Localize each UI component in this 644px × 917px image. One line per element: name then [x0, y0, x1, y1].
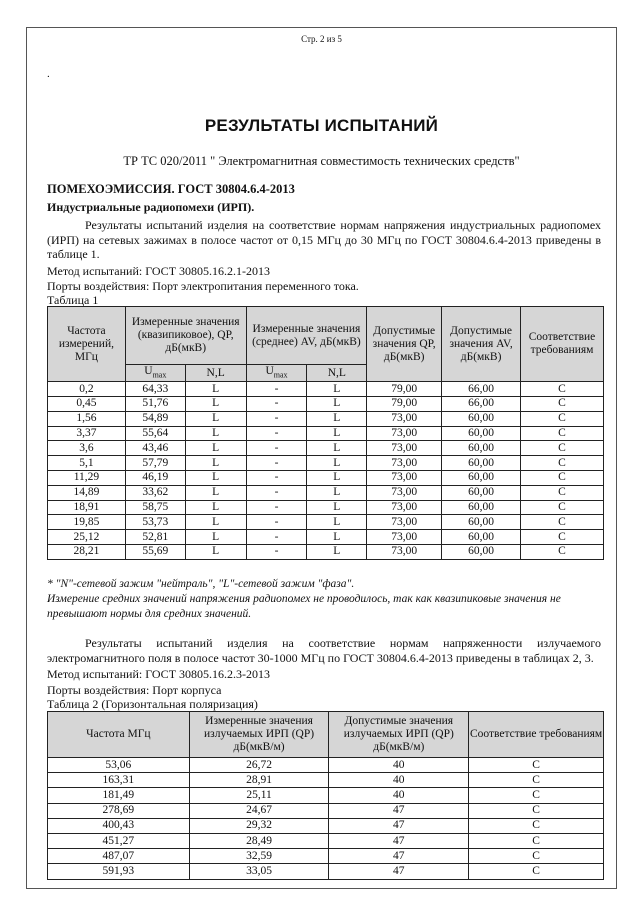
- table1-header-umax-av: $U_{max}$: [246, 365, 307, 382]
- table-cell: 60,00: [442, 441, 521, 456]
- table-cell: 47: [329, 833, 469, 848]
- table-cell: С: [469, 833, 604, 848]
- table2-row: [48, 773, 604, 788]
- table-cell: L: [185, 530, 246, 545]
- table-cell: 278,69: [48, 803, 190, 818]
- table-cell: 47: [329, 849, 469, 864]
- section2-method: Метод испытаний: ГОСТ 30805.16.2.3-2013: [47, 667, 271, 681]
- table1-header-umax-qp: $U_{max}$: [125, 365, 185, 382]
- table-cell: 0,2: [48, 382, 126, 397]
- table2-row: [48, 788, 604, 803]
- table-cell: С: [521, 515, 604, 530]
- table-cell: 53,73: [125, 515, 185, 530]
- table-cell: 73,00: [367, 545, 442, 560]
- table1-row: [48, 515, 604, 530]
- table-cell: 33,05: [189, 864, 329, 879]
- table1-row: [48, 411, 604, 426]
- table-cell: 60,00: [442, 500, 521, 515]
- table-cell: 40: [329, 788, 469, 803]
- table-cell: 60,00: [442, 545, 521, 560]
- table1-row: [48, 441, 604, 456]
- table1-row: [48, 500, 604, 515]
- table-cell: 3,6: [48, 441, 126, 456]
- table2-row: [48, 758, 604, 773]
- table-cell: С: [521, 426, 604, 441]
- table-cell: С: [521, 397, 604, 412]
- section-heading: ПОМЕХОЭМИССИЯ. ГОСТ 30804.6.4-2013: [47, 182, 295, 196]
- table-cell: С: [469, 803, 604, 818]
- table-cell: 163,31: [48, 773, 190, 788]
- table-cell: 19,85: [48, 515, 126, 530]
- table1-row: [48, 456, 604, 471]
- table-cell: L: [185, 545, 246, 560]
- table-cell: 52,81: [125, 530, 185, 545]
- table-cell: С: [469, 818, 604, 833]
- table-cell: 51,76: [125, 397, 185, 412]
- table-cell: 60,00: [442, 411, 521, 426]
- table-cell: С: [469, 758, 604, 773]
- table-cell: L: [307, 530, 367, 545]
- table-cell: -: [246, 397, 307, 412]
- section1-intro-text: Результаты испытаний изделия на соответствие нормам напряжения индустриальных радиопомех (ИРП) на сетевых зажимах в полосе частот от 0,15 МГц до 30 МГц по ГОСТ 30804.6.4-2013 приведены в таблице 1.: [47, 218, 601, 261]
- table-cell: -: [246, 485, 307, 500]
- table-cell: -: [246, 456, 307, 471]
- table2: [47, 711, 604, 880]
- table-cell: L: [307, 471, 367, 486]
- table-cell: 26,72: [189, 758, 329, 773]
- table-cell: 591,93: [48, 864, 190, 879]
- table-cell: 55,69: [125, 545, 185, 560]
- table-cell: 60,00: [442, 471, 521, 486]
- table-cell: С: [521, 411, 604, 426]
- table-cell: 53,06: [48, 758, 190, 773]
- table-cell: 66,00: [442, 382, 521, 397]
- note-terminals: * "N"-сетевой зажим "нейтраль", "L"-сетевой зажим "фаза".: [47, 578, 355, 590]
- table-cell: 32,59: [189, 849, 329, 864]
- section1-intro: [47, 218, 601, 262]
- regulation-subtitle: ТР ТС 020/2011 " Электромагнитная совместимость технических средств": [123, 154, 520, 168]
- table-cell: 29,32: [189, 818, 329, 833]
- table1-row: [48, 530, 604, 545]
- table-cell: С: [521, 456, 604, 471]
- table-cell: L: [185, 500, 246, 515]
- table-cell: 33,62: [125, 485, 185, 500]
- table1-row: [48, 471, 604, 486]
- table2-body: [48, 758, 604, 880]
- table1-body: [48, 382, 604, 560]
- table1-row: [48, 397, 604, 412]
- table1-row: [48, 485, 604, 500]
- table-cell: L: [185, 397, 246, 412]
- table-cell: С: [521, 441, 604, 456]
- table-cell: L: [307, 441, 367, 456]
- section1-ports: Порты воздействия: Порт электропитания переменного тока.: [47, 279, 359, 293]
- table1-header-nl-qp: N,L: [185, 365, 246, 382]
- document-page: [26, 27, 617, 889]
- table-cell: 73,00: [367, 456, 442, 471]
- table-cell: 25,11: [189, 788, 329, 803]
- table1-row: [48, 545, 604, 560]
- table-cell: 79,00: [367, 397, 442, 412]
- table-cell: L: [185, 456, 246, 471]
- table-cell: L: [185, 485, 246, 500]
- table-cell: -: [246, 515, 307, 530]
- table1-caption: Таблица 1: [47, 293, 99, 307]
- table-cell: L: [307, 382, 367, 397]
- table1-header-nl-av: N,L: [307, 365, 367, 382]
- section2-intro-text: Результаты испытаний изделия на соответствие нормам напряженности излучаемого электромагнитного поля в полосе частот 30-1000 МГц по ГОСТ 30804.6.4-2013 приведены в таблицах 2, 3.: [47, 636, 601, 665]
- table-cell: 60,00: [442, 530, 521, 545]
- table-cell: 73,00: [367, 411, 442, 426]
- table2-header-freq: Частота МГц: [48, 712, 190, 758]
- table1-header-compliance: Соответствие требованиям: [521, 307, 604, 382]
- table-cell: 60,00: [442, 515, 521, 530]
- table-cell: 181,49: [48, 788, 190, 803]
- table-cell: L: [185, 515, 246, 530]
- table-cell: -: [246, 471, 307, 486]
- table-cell: 11,29: [48, 471, 126, 486]
- table1-header-limit-av: Допустимые значения AV, дБ(мкВ): [442, 307, 521, 382]
- table-cell: L: [307, 485, 367, 500]
- table-cell: С: [521, 500, 604, 515]
- table-cell: С: [521, 545, 604, 560]
- table-cell: 3,37: [48, 426, 126, 441]
- table-cell: 60,00: [442, 485, 521, 500]
- table-cell: 73,00: [367, 471, 442, 486]
- table-cell: L: [307, 545, 367, 560]
- table-cell: С: [521, 530, 604, 545]
- table-cell: -: [246, 500, 307, 515]
- table2-header-compliance: Соответствие требованиям: [469, 712, 604, 758]
- page-title: РЕЗУЛЬТАТЫ ИСПЫТАНИЙ: [204, 116, 439, 135]
- table-cell: -: [246, 545, 307, 560]
- table-cell: 40: [329, 758, 469, 773]
- table-cell: 25,12: [48, 530, 126, 545]
- table-cell: 73,00: [367, 500, 442, 515]
- table-cell: L: [307, 426, 367, 441]
- table-cell: L: [307, 397, 367, 412]
- table-cell: L: [307, 515, 367, 530]
- section2-intro: [47, 636, 601, 665]
- table-cell: 55,64: [125, 426, 185, 441]
- table-cell: 54,89: [125, 411, 185, 426]
- table-cell: С: [521, 471, 604, 486]
- table-cell: L: [185, 411, 246, 426]
- table1-header-qp-group: Измеренные значения (квазипиковое), QP, дБ(мкВ): [125, 307, 246, 365]
- table-cell: L: [307, 411, 367, 426]
- table2-row: [48, 818, 604, 833]
- table-cell: С: [521, 485, 604, 500]
- table-cell: 60,00: [442, 456, 521, 471]
- table-cell: L: [185, 471, 246, 486]
- table-cell: 18,91: [48, 500, 126, 515]
- table-cell: 46,19: [125, 471, 185, 486]
- section2-ports: Порты воздействия: Порт корпуса: [47, 683, 222, 697]
- table-cell: 24,67: [189, 803, 329, 818]
- table-cell: 73,00: [367, 441, 442, 456]
- table-cell: 28,91: [189, 773, 329, 788]
- table-cell: L: [307, 456, 367, 471]
- table-cell: 47: [329, 864, 469, 879]
- table-cell: 58,75: [125, 500, 185, 515]
- page-number: Стр. 2 из 5: [301, 34, 342, 44]
- table-cell: 400,43: [48, 818, 190, 833]
- table-cell: 28,21: [48, 545, 126, 560]
- table-cell: 57,79: [125, 456, 185, 471]
- table-cell: С: [469, 773, 604, 788]
- table-cell: 73,00: [367, 426, 442, 441]
- table-cell: 1,56: [48, 411, 126, 426]
- table2-caption: Таблица 2 (Горизонтальная поляризация): [47, 697, 258, 711]
- table-cell: 0,45: [48, 397, 126, 412]
- table1-row: [48, 382, 604, 397]
- table2-row: [48, 849, 604, 864]
- table2-row: [48, 803, 604, 818]
- table-cell: -: [246, 382, 307, 397]
- table2-header-limit: Допустимые значения излучаемых ИРП (QP) дБ(мкВ/м): [329, 712, 469, 758]
- table-cell: 40: [329, 773, 469, 788]
- table-cell: 73,00: [367, 485, 442, 500]
- table-cell: -: [246, 411, 307, 426]
- table2-header-measured: Измеренные значения излучаемых ИРП (QP) дБ(мкВ/м): [189, 712, 329, 758]
- table-cell: С: [469, 849, 604, 864]
- table-cell: С: [521, 382, 604, 397]
- table-cell: L: [185, 426, 246, 441]
- table2-row: [48, 864, 604, 879]
- table1-row: [48, 426, 604, 441]
- table-cell: 5,1: [48, 456, 126, 471]
- table1: [47, 306, 604, 560]
- table-cell: L: [185, 441, 246, 456]
- table-cell: 28,49: [189, 833, 329, 848]
- section1-method: Метод испытаний: ГОСТ 30805.16.2.1-2013: [47, 264, 271, 278]
- table-cell: 14,89: [48, 485, 126, 500]
- table-cell: С: [469, 864, 604, 879]
- table-cell: 66,00: [442, 397, 521, 412]
- table-cell: 64,33: [125, 382, 185, 397]
- note-average: Измерение средних значений напряжения радиопомех не проводилось, так как квазипиковые значения не превышают нормы для средних значений.: [47, 593, 561, 620]
- table-cell: -: [246, 530, 307, 545]
- table2-row: [48, 833, 604, 848]
- table-cell: L: [307, 500, 367, 515]
- table-cell: 79,00: [367, 382, 442, 397]
- table-cell: 47: [329, 803, 469, 818]
- table-cell: 487,07: [48, 849, 190, 864]
- table-cell: 451,27: [48, 833, 190, 848]
- table1-header-limit-qp: Допустимые значения QP, дБ(мкВ): [367, 307, 442, 382]
- table-cell: L: [185, 382, 246, 397]
- table-cell: -: [246, 426, 307, 441]
- table-cell: 47: [329, 818, 469, 833]
- stray-dot: .: [47, 68, 50, 80]
- table1-header-av-group: Измеренные значения (среднее) AV, дБ(мкВ): [246, 307, 367, 365]
- table1-header-freq: Частота измерений, МГц: [48, 307, 126, 382]
- table-cell: 73,00: [367, 515, 442, 530]
- table-cell: 60,00: [442, 426, 521, 441]
- table-cell: -: [246, 441, 307, 456]
- table-cell: С: [469, 788, 604, 803]
- table-cell: 73,00: [367, 530, 442, 545]
- table-cell: 43,46: [125, 441, 185, 456]
- subsection-heading: Индустриальные радиопомехи (ИРП).: [47, 200, 255, 214]
